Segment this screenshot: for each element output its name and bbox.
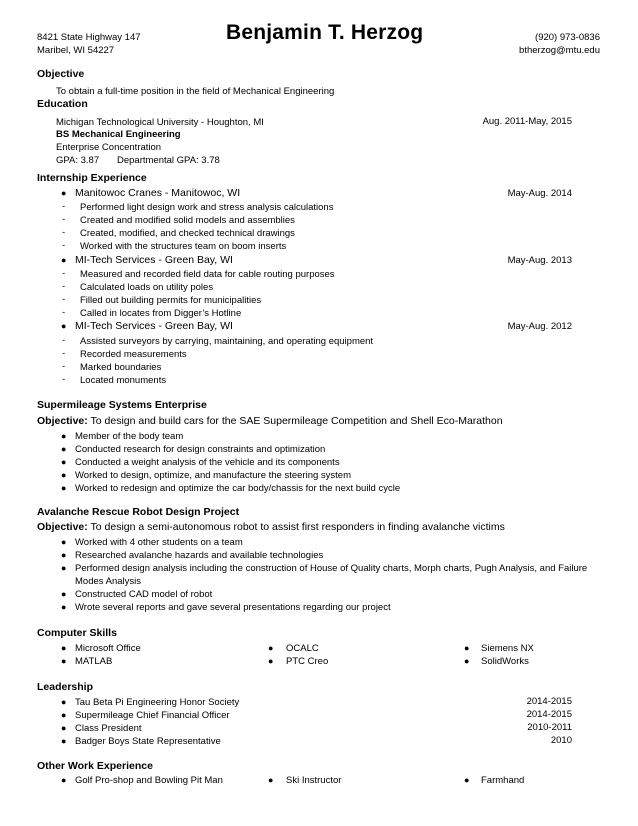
job-item: Filled out building permits for municipalities [80, 295, 262, 306]
bullet-icon: ● [464, 775, 470, 785]
objective-text: To design a semi-autonomous robot to assist first responders in finding avalanche victims [87, 521, 505, 533]
bullet-icon: ● [61, 537, 67, 547]
bullet-icon: ● [61, 550, 67, 560]
list-item: Member of the body team [75, 431, 184, 442]
dash-icon: - [62, 294, 66, 305]
leadership-item: Class President [75, 723, 142, 734]
bullet-icon: ● [61, 321, 67, 331]
dash-icon: - [62, 361, 66, 372]
list-item: Conducted research for design constraints and optimization [75, 444, 326, 455]
leadership-item: Tau Beta Pi Engineering Honor Society [75, 697, 240, 708]
list-item: Worked with 4 other students on a team [75, 537, 243, 548]
job-item: Recorded measurements [80, 349, 187, 360]
list-item: Worked to redesign and optimize the car body/chassis for the next build cycle [75, 483, 401, 494]
leadership-dates: 2014-2015 [526, 709, 572, 720]
skill-item: MATLAB [75, 656, 113, 667]
bullet-icon: ● [268, 656, 274, 666]
dash-icon: - [62, 307, 66, 318]
address-line-2: Maribel, WI 54227 [37, 45, 115, 56]
objective-heading: Objective [37, 68, 85, 80]
degree: BS Mechanical Engineering [56, 129, 181, 140]
bullet-icon: ● [61, 470, 67, 480]
email: btherzog@mtu.edu [519, 45, 600, 56]
leadership-dates: 2010-2011 [527, 722, 572, 733]
bullet-icon: ● [61, 697, 67, 707]
dash-icon: - [62, 281, 66, 292]
job-item: Measured and recorded field data for cable routing purposes [80, 269, 335, 280]
leadership-heading: Leadership [37, 681, 94, 693]
job-dates: May-Aug. 2013 [507, 255, 572, 266]
dash-icon: - [62, 214, 66, 225]
job-item: Located monuments [80, 375, 167, 386]
list-item: Performed design analysis including the construction of House of Quality charts, Morph charts, Pugh Analysis, and Failure [75, 563, 588, 574]
bullet-icon: ● [61, 444, 67, 454]
bullet-icon: ● [268, 643, 274, 653]
other-work-item: Farmhand [481, 775, 525, 786]
other-work-item: Golf Pro-shop and Bowling Pit Man [75, 775, 223, 786]
job-item: Worked with the structures team on boom inserts [80, 241, 287, 252]
dash-icon: - [62, 335, 66, 346]
bullet-icon: ● [61, 736, 67, 746]
gpa: GPA: 3.87 [56, 155, 100, 166]
leadership-dates: 2010 [550, 735, 572, 746]
dash-icon: - [62, 348, 66, 359]
bullet-icon: ● [464, 643, 470, 653]
bullet-icon: ● [61, 457, 67, 467]
list-item: Wrote several reports and gave several presentations regarding our project [75, 602, 391, 613]
leadership-item: Supermileage Chief Financial Officer [75, 710, 230, 721]
other-work-heading: Other Work Experience [37, 760, 153, 772]
dept-gpa: Departmental GPA: 3.78 [117, 155, 220, 166]
avalanche-heading: Avalanche Rescue Robot Design Project [37, 506, 240, 518]
dash-icon: - [62, 227, 66, 238]
avalanche-objective [37, 521, 505, 534]
list-item: Constructed CAD model of robot [75, 589, 213, 600]
other-work-item: Ski Instructor [286, 775, 342, 786]
list-item: Conducted a weight analysis of the vehicle and its components [75, 457, 340, 468]
concentration: Enterprise Concentration [56, 142, 162, 153]
bullet-icon: ● [61, 589, 67, 599]
job-item: Calculated loads on utility poles [80, 282, 214, 293]
bullet-icon: ● [61, 483, 67, 493]
objective-label: Objective: [37, 521, 88, 533]
bullet-icon: ● [61, 602, 67, 612]
bullet-icon: ● [61, 710, 67, 720]
education-heading: Education [37, 98, 88, 110]
bullet-icon: ● [268, 775, 274, 785]
supermileage-objective [37, 415, 503, 428]
address-line-1: 8421 State Highway 147 [37, 32, 141, 43]
leadership-dates: 2014-2015 [526, 696, 572, 707]
job-item: Created, modified, and checked technical drawings [80, 228, 295, 239]
skill-item: OCALC [286, 643, 319, 654]
list-item: Researched avalanche hazards and available technologies [75, 550, 324, 561]
dash-icon: - [62, 201, 66, 212]
bullet-icon: ● [61, 643, 67, 653]
internship-heading: Internship Experience [37, 172, 147, 184]
job-title: Manitowoc Cranes - Manitowoc, WI [75, 187, 241, 199]
job-dates: May-Aug. 2012 [507, 321, 572, 332]
supermileage-heading: Supermileage Systems Enterprise [37, 399, 207, 411]
bullet-icon: ● [61, 188, 67, 198]
list-item-continuation: Modes Analysis [75, 576, 142, 587]
skill-item: SolidWorks [481, 656, 529, 667]
education-dates: Aug. 2011-May, 2015 [482, 116, 572, 127]
bullet-icon: ● [61, 255, 67, 265]
skill-item: PTC Creo [286, 656, 329, 667]
bullet-icon: ● [61, 431, 67, 441]
resume-name: Benjamin T. Herzog [226, 21, 424, 44]
leadership-item: Badger Boys State Representative [75, 736, 221, 747]
skill-item: Microsoft Office [75, 643, 141, 654]
school: Michigan Technological University - Houghton, MI [56, 117, 264, 128]
skill-item: Siemens NX [481, 643, 534, 654]
objective-text: To obtain a full-time position in the field of Mechanical Engineering [56, 86, 335, 97]
job-item: Called in locates from Digger’s Hotline [80, 308, 242, 319]
dash-icon: - [62, 240, 66, 251]
dash-icon: - [62, 374, 66, 385]
bullet-icon: ● [61, 656, 67, 666]
phone: (920) 973-0836 [535, 32, 600, 43]
job-item: Performed light design work and stress analysis calculations [80, 202, 334, 213]
job-item: Created and modified solid models and assemblies [80, 215, 295, 226]
job-title: MI-Tech Services - Green Bay, WI [75, 254, 233, 266]
list-item: Worked to design, optimize, and manufacture the steering system [75, 470, 351, 481]
bullet-icon: ● [464, 656, 470, 666]
dash-icon: - [62, 268, 66, 279]
bullet-icon: ● [61, 775, 67, 785]
job-item: Marked boundaries [80, 362, 162, 373]
objective-text: To design and build cars for the SAE Supermileage Competition and Shell Eco-Marathon [87, 415, 503, 427]
bullet-icon: ● [61, 723, 67, 733]
objective-label: Objective: [37, 415, 88, 427]
job-item: Assisted surveyors by carrying, maintaining, and operating equipment [80, 336, 374, 347]
bullet-icon: ● [61, 563, 67, 573]
skills-heading: Computer Skills [37, 627, 117, 639]
job-dates: May-Aug. 2014 [507, 188, 572, 199]
job-title: MI-Tech Services - Green Bay, WI [75, 320, 233, 332]
